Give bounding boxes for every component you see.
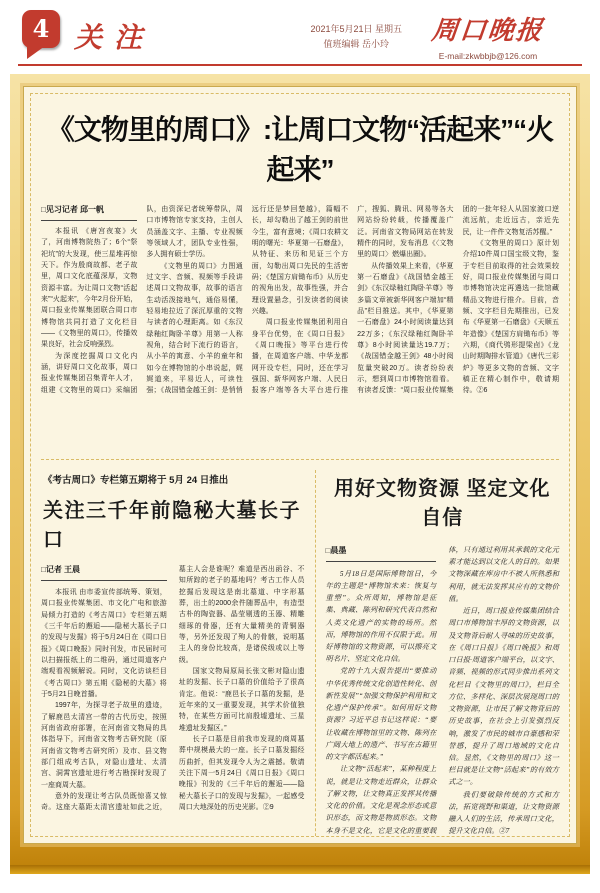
archaeology-article-byline: □记者 王晨 [41, 564, 167, 581]
date-line: 2021年5月21日 星期五 [310, 24, 402, 34]
main-article-byline: □见习记者 邱一帆 [41, 204, 137, 221]
commentary-article-paragraph: 让文物“活起来”，某种程度上说，就是让文物走近群众，让群众了解文物，让文物真正发挥其传播文化的价值。文化是观念形态或意识形态，而文物是物质形态。文物本身不是文化，它是文化的重要载体，只有通过利用其承载的文化元素才能达到以文化人的目的。如果文物深藏在库房中不被人所熟悉和利用，就无法发挥其应有的文物价值。 [325, 546, 559, 835]
archaeology-article [41, 470, 316, 837]
main-article-paragraph: 周口报业传媒集团利用自身平台优势，在《周口日报》《周口晚报》等平台进行传播，在周道客户端、中华龙都网开设专栏，同时，还在学习强国、新华网客户端、人民日报客户端等各大平台进行推广，搜狐、腾讯、网易等各大网站纷纷转载，传播覆盖广泛。河南省文物局网站在转发精件的同时，发布消息《〈文物里的周口〉燃爆出圈》。 [251, 206, 454, 395]
commentary-article-paragraph: 党的十九大报告提出“要推动中华优秀传统文化创造性转化、创新性发展”“加强文物保护利用和文化遗产保护传承”。如何用好文物资源？习近平总书记这样说：“要让收藏在博物馆里的文物、陈列在广阔大地上的遗产、书写在古籍里的文字都活起来。” [325, 667, 437, 762]
archaeology-article-headline: 关注三千年前隐秘大墓长子口 [43, 500, 301, 551]
archaeology-article-paragraph: 国家文物局原局长张文彬对隐山遗址的发掘、长子口墓的价值给予了很高肯定。他说：“鹿邑长子口墓的发掘，是近年来的又一重要发现，其学术价值独特，在某些方面可比肩殷墟遗址、三星堆遗址发掘区。” [178, 667, 305, 732]
page-number-badge [22, 10, 60, 48]
section-title: 关注 [74, 21, 155, 54]
commentary-article-paragraph: 近日，周口报业传媒集团结合周口市博物馆丰厚的文物资源，以及文物背后耐人寻味的历史故事，在《周口日报》《周口晚报》和周口日报·周道客户端平台，以文字、音频、视频的形式同步推出系列文化栏目《文物里的周口》，栏目全方位、多样化、深层次展现周口的文物资源，让市民了解文物背后的历史故事，在社会上引发强烈反响，激发了市民的城市自豪感和荣誉感，提升了周口地域的文化自信。显然，《文物里的周口》这一栏目就是让文物“活起来”的有效方式之一。 [448, 607, 559, 787]
archaeology-article-paragraph: 长子口墓是目前我市发现的商周墓葬中规模最大的一座。长子口墓发掘经历曲折，但其发现令人为之震撼。敬请关注下周一5月24日《周口日报》《周口晚报》刊发的《三千年后的邂逅——隐秘大墓长子口的发现与发掘》，一起感受周口大地深处的历史光影。②9 [178, 735, 305, 811]
commentary-article [316, 470, 559, 837]
page-header [18, 0, 582, 66]
bottom-section [41, 459, 559, 837]
editor-line: 值班编辑 岳小玲 [323, 39, 389, 49]
date-editor-block [310, 22, 402, 52]
archaeology-article-body [41, 564, 305, 837]
masthead-email: E-mail:zkwbbjb@126.com [438, 51, 538, 61]
main-article-paragraph: 《文物里的周口》力图通过文字、音频、视频等手段讲述周口文物故事，故事的语言生动活泼接地气，通俗易懂，轻易地拉近了深沉厚重的文物与读者的心理距离。如《东汉绿釉红陶卧羊尊》用第一人称视角，结合时下流行的语言，从小羊的寓意、小羊的童年和如今在博物馆的小串说起，娓娓道来，平易近人，可读性强；《战国错金越王剑：是悄悄远行还是梦回楚越》，篇幅不长，却勾勒出了越王剑的前世今生，富有意境；《周口农耕文明的曙光：华夏第一石磨盘》，从特征、来历和见证三个方面，勾勒出周口先民的生活密码；《楚国方肩锄布币》从历史的视角出发，故事性强，并合理设置悬念，引发读者的阅读兴趣。 [146, 206, 349, 395]
main-article-paragraph: 本报讯 《唐宫夜宴》火了，河南博物院热了；6个“祭祀坑”的大发现，使三星堆再惊天下。作为殷商故都、老子故里，周口文化底蕴深厚，文物资源丰富。为让周口文物“活起来”“火起来”，今年2月份开始，周口报业传媒集团联合周口市博物馆共同打造了文化栏目——《文物里的周口》，传播效果良好，社会反响强烈。 [41, 227, 138, 349]
archaeology-article-paragraph: 本报讯 由市委宣传部统筹、策划，周口报业传媒集团、市文化广电和旅游局倾力打造的《考古周口》专栏第五期《三千年后的邂逅——隐秘大墓长子口的发现与发掘》将于5月24日在《周口日报》《周口晚报》同时刊发，市民届时可以扫描报纸上的二维码，通过周道客户端观看视频解说。同时，文化访谈栏目《考古周口》第五期《隐秘的大墓》将于5月21日晚首播。 [41, 588, 167, 698]
commentary-article-headline: 用好文物资源 坚定文化自信 [333, 478, 551, 529]
content-panel [23, 86, 577, 844]
archaeology-article-kicker: 《考古周口》专栏第五期将于 5月 24 日推出 [43, 475, 229, 486]
main-article-headline: 《文物里的周口》:让周口文物“活起来”“火起来” [46, 114, 554, 185]
gold-frame [10, 74, 590, 874]
newspaper-logo: 周口晚报 [430, 16, 546, 46]
page-number: 4 [32, 14, 50, 43]
commentary-article-paragraph: 5月18日是国际博物馆日，今年的主题是“博物馆未来：恢复与重塑”。众所周知，博物馆是征集、典藏、陈列和研究代表自然和人类文化遗产的实物的场所。然而，博物馆的作用不仅限于此。用好博物馆的文物资源，可以擦亮文明名片、坚定文化自信。 [325, 569, 437, 664]
commentary-article-paragraph: 我们要破除传统的方式和方法，拓宽视野和渠道，让文物资源融入人们的生活，传承周口文化，提升文化自信。②7 [448, 790, 559, 836]
archaeology-article-paragraph: 意外的发现让考古队员既惊喜又惊奇。这座大墓距太清宫遗址如此之近，墓主人会是谁呢？难道是西出函谷、不知所踪的老子的墓地吗？考古工作人员挖掘后发现这是南北墓道、中字形墓葬，出土的2000余件随葬品中，有造型古朴的陶瓷器、晶莹剔透的玉器、精雕细琢的骨器，还有大量精美的青铜器等，另外还发现了殉人的骨骸，说明墓主人的身份比较高，是诸侯级或以上等级。 [41, 566, 305, 812]
main-article-paragraph: 《文物里的周口》原计划介绍10件周口国宝级文物，鉴于专栏目前取得的社会效果较好，周口报业传媒集团与周口市博物馆决定再遴选一批馆藏精品文物进行推介。目前，音频、文字栏目先期推出，已发布《华夏第一石磨盘》《天顺五年造像》《楚国方肩锄布币》等六期，《商代鸮形提梁卣》《龙山时期陶排水管道》《唐代三彩炉》等更多文物的音频、文字稿正在精心制作中，敬请期待。②6 [462, 239, 559, 395]
masthead [408, 10, 568, 61]
main-article-paragraph: 从传播效果上来看，《华夏第一石磨盘》《战国错金越王剑》《东汉绿釉红陶卧羊尊》等多篇文章被新华网客户端加“精品”栏目推送。其中，《华夏第一石磨盘》24小时阅读量达到22万多；《东汉绿釉红陶卧羊尊》8小时阅读量达19.7万；《战国错金越王剑》48小时阅览量突破20万。读者纷纷表示，想到周口市博物馆看看。有读者反馈：“周口报业传媒集团的一批年轻人从国家渡口逆流远航，走近远古，亲近先民，让一件件文物复活苏醒。” [357, 206, 559, 395]
commentary-article-byline: □晨墨 [326, 544, 437, 562]
main-article-paragraph: 为深度挖掘周口文化内涵，讲好周口文化故事，周口报业传媒集团召集青年人才，组建《文物里的周口》采编团队，由资深记者统筹带队，周口市博物馆专家支持，主创人员涵盖文字、主播、专业视频等领域人才，团队专业性强，多人拥有硕士学历。 [41, 206, 243, 394]
main-article-body [41, 204, 559, 449]
content-panel-inner [30, 93, 570, 837]
commentary-article-body [326, 544, 559, 837]
archaeology-article-paragraph: 1997年，为探寻老子故里的遗迹，了解鹿邑太清宫一带的古代历史，按照河南省政府部署，在河南省文物局的具体指导下，河南省文物考古研究院（原河南省文物考古研究所）及市、县文物部门组成考古队，对隐山遗址、太清宫、洞霄宫遗址进行考古勘探时发现了一座商周大墓。 [41, 702, 167, 789]
